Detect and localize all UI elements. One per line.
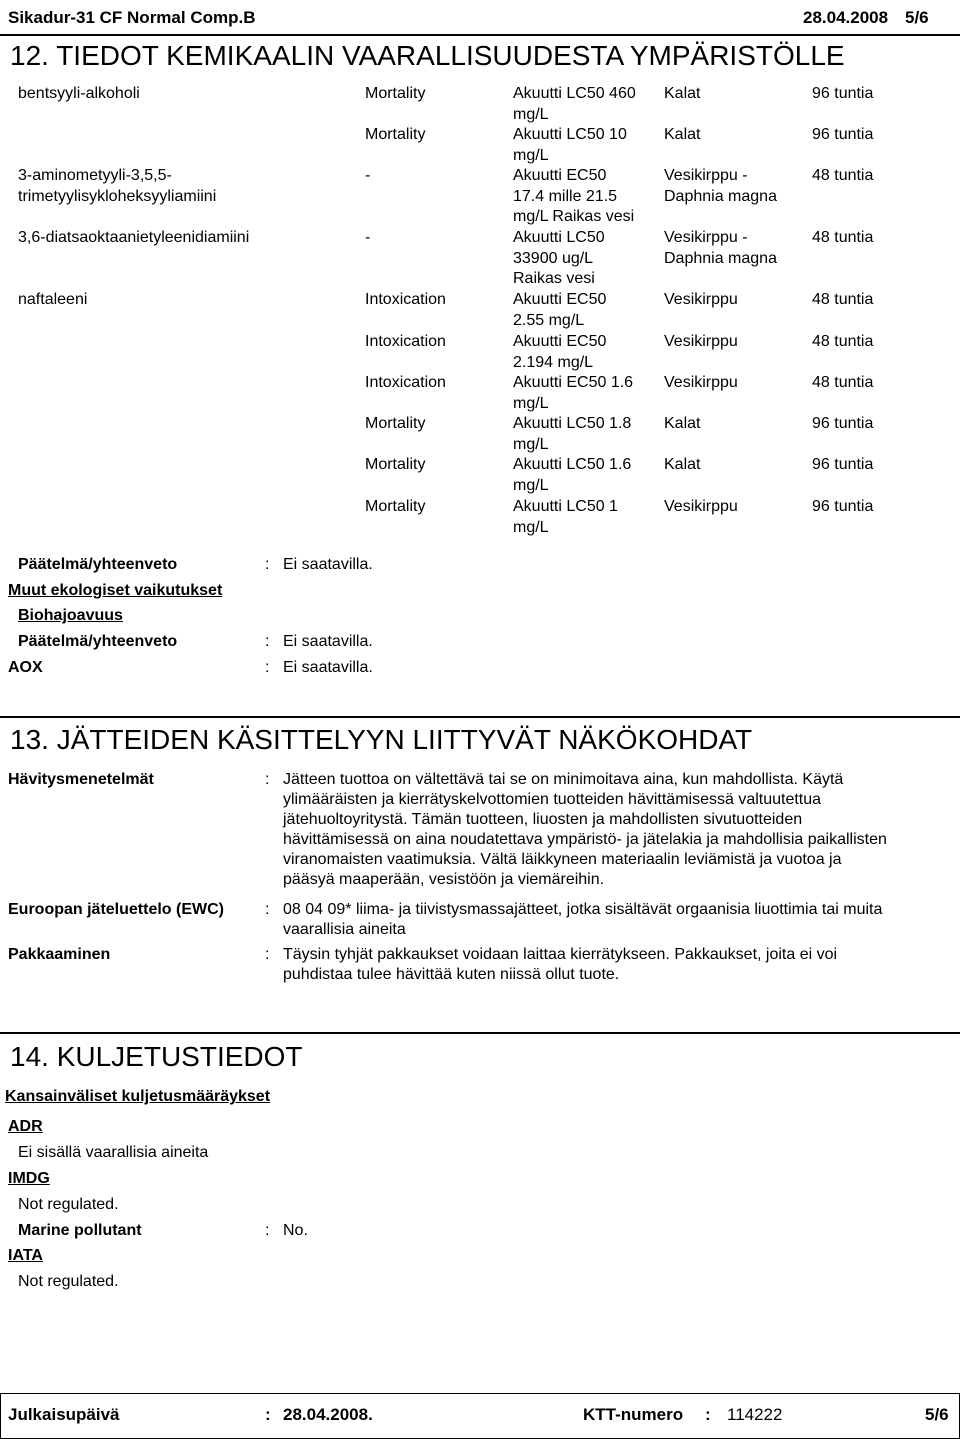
- exposure-time: 96 tuntia: [812, 85, 874, 102]
- header-product: Sikadur-31 CF Normal Comp.B: [8, 8, 256, 27]
- substance-name: 3-aminometyyli-3,5,5-: [18, 167, 172, 184]
- exposure-time: 48 tuntia: [812, 374, 874, 391]
- disposal-line: ylimääräisten ja kierrätyskelvottomien tuotteiden hävittämisessä valtuutettua: [283, 791, 822, 808]
- footer-box: [0, 1393, 960, 1439]
- section-13-rule: [0, 716, 960, 718]
- aox-colon: :: [265, 659, 270, 676]
- tox-value: mg/L Raikas vesi: [513, 208, 635, 225]
- substance-name: 3,6-diatsaoktaanietyleenidiamiini: [18, 229, 250, 246]
- tox-value: Akuutti LC50: [513, 229, 605, 246]
- footer-ktt-colon: :: [705, 1405, 711, 1424]
- tox-value: Akuutti EC50: [513, 291, 607, 308]
- conclusion2-label: Päätelmä/yhteenveto: [18, 633, 178, 650]
- endpoint: Mortality: [365, 85, 426, 102]
- species: Vesikirppu -: [664, 167, 748, 184]
- disposal-line: jätehuoltoyritystä. Tämän tuotteen, liuosten ja mahdollisten sivutuotteiden: [283, 811, 803, 828]
- disposal-colon: :: [265, 771, 270, 788]
- section-12-title: 12. TIEDOT KEMIKAALIN VAARALLISUUDESTA YMPÄRISTÖLLE: [10, 40, 845, 71]
- exposure-time: 48 tuntia: [812, 229, 874, 246]
- section-13-title: 13. JÄTTEIDEN KÄSITTELYYN LIITTYVÄT NÄKÖKOHDAT: [10, 724, 753, 755]
- conclusion-colon: :: [265, 556, 270, 573]
- iata-value: Not regulated.: [18, 1273, 119, 1290]
- footer-ktt-value: 114222: [727, 1405, 783, 1424]
- species: Daphnia magna: [664, 249, 777, 267]
- species: Vesikirppu -: [664, 229, 748, 246]
- tox-value: mg/L: [513, 435, 549, 453]
- tox-value: Akuutti LC50 1: [513, 498, 618, 515]
- exposure-time: 48 tuntia: [812, 333, 874, 350]
- header-date: 28.04.2008: [803, 8, 889, 27]
- footer-page: 5/6: [925, 1405, 949, 1424]
- endpoint: -: [365, 229, 371, 246]
- tox-value: Akuutti EC50 1.6: [513, 374, 634, 391]
- tox-value: Akuutti LC50 460: [513, 85, 636, 102]
- species: Vesikirppu: [664, 291, 738, 308]
- endpoint: Mortality: [365, 126, 426, 143]
- species: Kalat: [664, 85, 701, 102]
- adr-value: Ei sisällä vaarallisia aineita: [18, 1144, 209, 1161]
- endpoint: Intoxication: [365, 333, 446, 350]
- ewc-label: Euroopan jäteluettelo (EWC): [8, 901, 224, 918]
- ewc-line: vaarallisia aineita: [283, 921, 406, 938]
- exposure-time: 96 tuntia: [812, 415, 874, 432]
- tox-value: Akuutti EC50: [513, 167, 607, 184]
- tox-value: mg/L: [513, 518, 549, 536]
- packaging-label: Pakkaaminen: [8, 946, 111, 963]
- adr-heading: ADR: [8, 1118, 43, 1135]
- endpoint: Mortality: [365, 498, 426, 515]
- ewc-text: [283, 900, 882, 940]
- tox-value: 33900 ug/L: [513, 249, 594, 267]
- footer-pub-colon: :: [265, 1405, 271, 1424]
- tox-value: Raikas vesi: [513, 270, 595, 287]
- disposal-line: hävittämisessä on aina noudatettava ympäristö- ja jätelakia ja mahdollisia paikallisten: [283, 831, 887, 848]
- tox-value: mg/L: [513, 146, 549, 164]
- tox-value: Akuutti LC50 1.8: [513, 415, 632, 432]
- conclusion2-value: Ei saatavilla.: [283, 633, 373, 650]
- disposal-line: pääsyä maaperään, vesistöön ja viemäreihin.: [283, 871, 605, 888]
- endpoint: Mortality: [365, 456, 426, 473]
- footer-ktt-label: KTT-numero: [583, 1405, 684, 1424]
- tox-value: Akuutti EC50: [513, 333, 607, 350]
- packaging-line: Täysin tyhjät pakkaukset voidaan laittaa kierrätykseen. Pakkaukset, joita ei voi: [283, 946, 838, 963]
- section-14-title: 14. KULJETUSTIEDOT: [10, 1041, 303, 1072]
- biodegradability-heading: Biohajoavuus: [18, 607, 123, 624]
- conclusion-label: Päätelmä/yhteenveto: [18, 556, 178, 573]
- tox-value: mg/L: [513, 105, 549, 123]
- species: Vesikirppu: [664, 333, 738, 350]
- header-page: 5/6: [905, 8, 929, 27]
- species: Kalat: [664, 456, 701, 473]
- tox-value: mg/L: [513, 476, 549, 494]
- iata-heading: IATA: [8, 1247, 43, 1264]
- imdg-value: Not regulated.: [18, 1196, 119, 1213]
- conclusion-value: Ei saatavilla.: [283, 556, 373, 573]
- exposure-time: 96 tuntia: [812, 498, 874, 515]
- species: Kalat: [664, 126, 701, 143]
- species: Vesikirppu: [664, 498, 738, 515]
- tox-value: Akuutti LC50 10: [513, 126, 627, 143]
- packaging-text: [283, 945, 837, 985]
- footer-pub-label: Julkaisupäivä: [8, 1405, 120, 1424]
- exposure-time: 96 tuntia: [812, 456, 874, 473]
- packaging-colon: :: [265, 946, 270, 963]
- endpoint: -: [365, 167, 371, 184]
- disposal-text: [283, 770, 887, 890]
- tox-value: 2.55 mg/L: [513, 311, 585, 329]
- substance-name: bentsyyli-alkoholi: [18, 85, 140, 102]
- tox-value: Akuutti LC50 1.6: [513, 456, 632, 473]
- intl-transport-heading: Kansainväliset kuljetusmääräykset: [5, 1088, 271, 1105]
- species: Kalat: [664, 415, 701, 432]
- section-14-rule: [0, 1032, 960, 1034]
- other-effects-heading: Muut ekologiset vaikutukset: [8, 582, 223, 599]
- species: Daphnia magna: [664, 187, 777, 205]
- exposure-time: 96 tuntia: [812, 126, 874, 143]
- endpoint: Intoxication: [365, 291, 446, 308]
- endpoint: Intoxication: [365, 374, 446, 391]
- substance-name: trimetyylisykloheksyyliamiini: [18, 187, 217, 205]
- exposure-time: 48 tuntia: [812, 167, 874, 184]
- tox-value: 17.4 mille 21.5: [513, 187, 618, 205]
- marine-pollutant-colon: :: [265, 1222, 270, 1239]
- tox-value: 2.194 mg/L: [513, 353, 594, 371]
- marine-pollutant-value: No.: [283, 1222, 308, 1239]
- aox-value: Ei saatavilla.: [283, 659, 373, 676]
- exposure-time: 48 tuntia: [812, 291, 874, 308]
- disposal-line: viranomaisten vaatimuksia. Vältä läikkyneen materiaalin leviämistä ja vuotoa ja: [283, 851, 842, 868]
- species: Vesikirppu: [664, 374, 738, 391]
- aox-label: AOX: [8, 659, 43, 676]
- endpoint: Mortality: [365, 415, 426, 432]
- packaging-line: puhdistaa tulee hävittää kuten niissä ollut tuote.: [283, 966, 620, 983]
- ewc-colon: :: [265, 901, 270, 918]
- footer-pub-value: 28.04.2008.: [283, 1405, 373, 1424]
- ewc-line: 08 04 09* liima- ja tiivistysmassajätteet, jotka sisältävät orgaanisia liuottimia tai muita: [283, 901, 883, 918]
- marine-pollutant-label: Marine pollutant: [18, 1222, 142, 1239]
- conclusion2-colon: :: [265, 633, 270, 650]
- disposal-label: Hävitysmenetelmät: [8, 771, 154, 788]
- imdg-heading: IMDG: [8, 1170, 50, 1187]
- disposal-line: Jätteen tuottoa on vältettävä tai se on minimoitava aina, kun mahdollista. Käytä: [283, 771, 844, 788]
- tox-value: mg/L: [513, 394, 549, 412]
- substance-name: naftaleeni: [18, 291, 88, 308]
- header-rule: [0, 34, 960, 36]
